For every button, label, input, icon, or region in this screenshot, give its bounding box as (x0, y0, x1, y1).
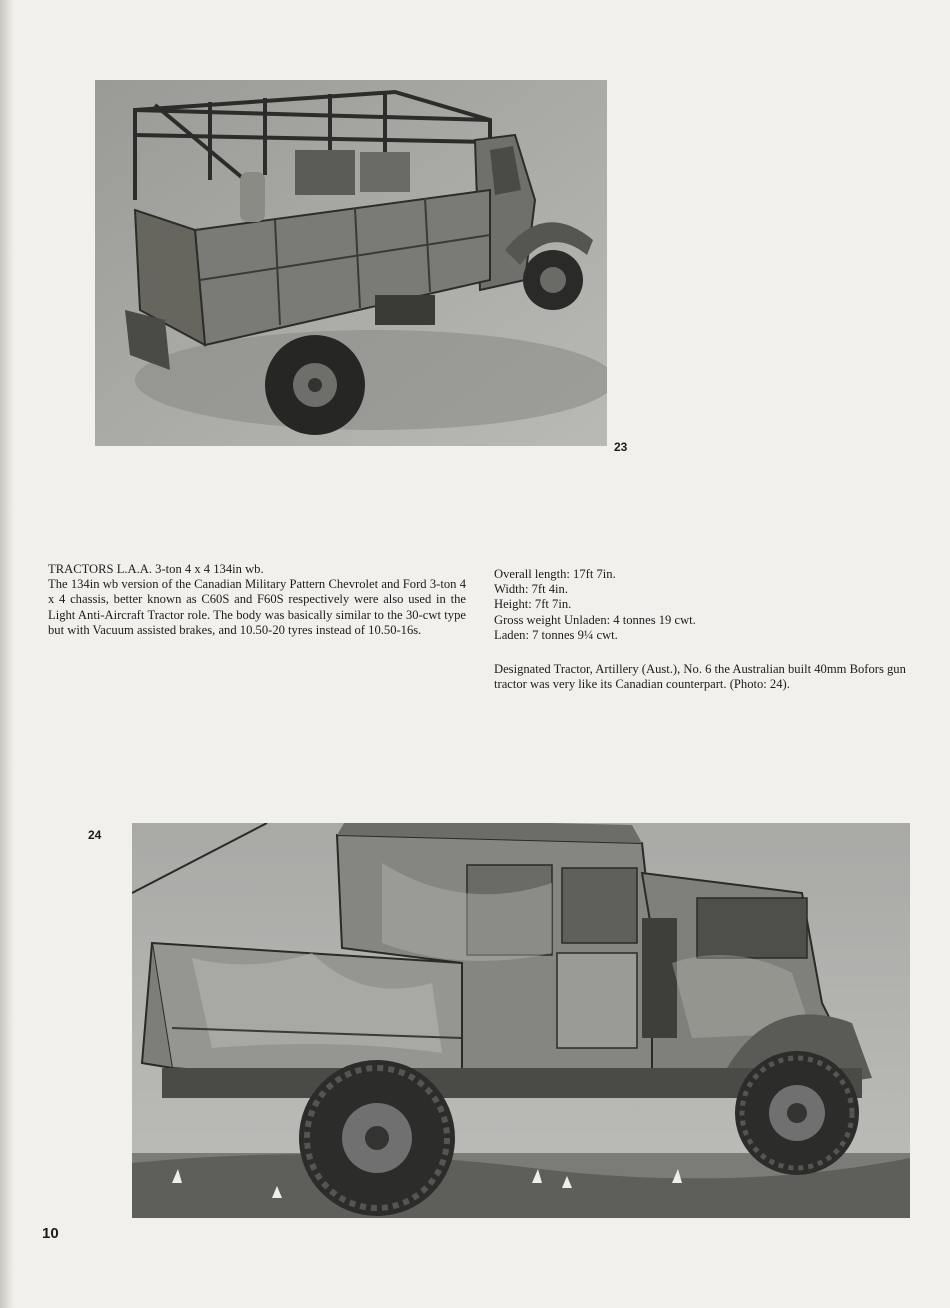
photo-gun-tractor (132, 823, 910, 1218)
specification-list (494, 567, 924, 692)
tractor-description (48, 562, 466, 638)
page-binding-edge (0, 0, 14, 1308)
truck-illustration-icon (95, 80, 607, 446)
spec-gross-weight-unladen: Gross weight Unladen: 4 tonnes 19 cwt. (494, 612, 696, 627)
gun-tractor-illustration-icon (132, 823, 910, 1218)
section-body: The 134in wb version of the Canadian Military Pattern Chevrolet and Ford 3-ton 4 x 4 chassis, better known as C60S and F60S respectively were also used in the Light Anti-Aircraft Tractor role. The body was basically similar to the 30-cwt type but with Vacuum assisted brakes, and 10.50-20 tyres instead of 10.50-16s. (48, 577, 466, 637)
photo-military-truck (95, 80, 607, 446)
figure-number-23: 23 (614, 440, 628, 454)
figure-number-24: 24 (88, 828, 102, 842)
section-heading: TRACTORS L.A.A. 3-ton 4 x 4 134in wb. (48, 562, 264, 576)
spec-width: Width: 7ft 4in. (494, 582, 569, 597)
spec-overall-length: Overall length: 17ft 7in. (494, 567, 616, 581)
spec-height: Height: 7ft 7in. (494, 597, 572, 612)
designated-tractor-note: Designated Tractor, Artillery (Aust.), No. 6 the Australian built 40mm Bofors gun tractor was very like its Canadian counterpart. (Photo: 24). (494, 662, 906, 692)
page-number: 10 (42, 1225, 59, 1242)
spec-laden: Laden: 7 tonnes 9¼ cwt. (494, 627, 618, 642)
